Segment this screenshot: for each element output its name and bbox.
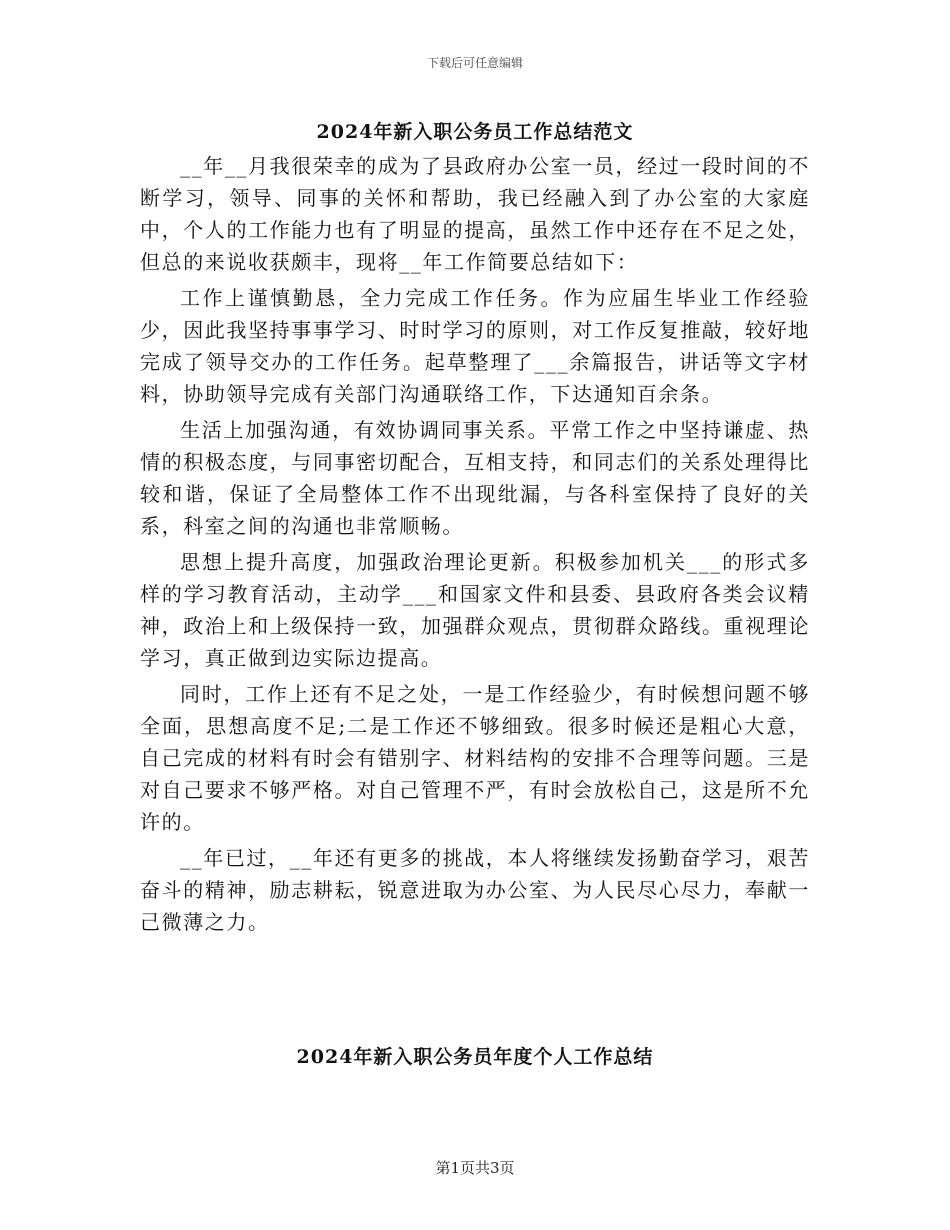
paragraph-shortcomings: 同时，工作上还有不足之处，一是工作经验少，有时候想问题不够全面，思想高度不足;二是工作还不够细致。很多时候还是粗心大意，自己完成的材料有时会有错别字、材料结构的安排不合理等问题。三是对自己要求不够严格。对自己管理不严，有时会放松自己，这是所不允许的。 bbox=[140, 682, 810, 834]
document-body bbox=[140, 150, 810, 942]
page-number-footer: 第1页共3页 bbox=[435, 1159, 515, 1177]
document-title: 2024年新入职公务员工作总结范文 bbox=[316, 121, 634, 143]
paragraph-intro: __年__月我很荣幸的成为了县政府办公室一员，经过一段时间的不断学习，领导、同事的关怀和帮助，我已经融入到了办公室的大家庭中，个人的工作能力也有了明显的提高，虽然工作中还存在不足之处，但总的来说收获颇丰，现将__年工作简要总结如下： bbox=[140, 154, 810, 274]
next-section-title: 2024年新入职公务员年度个人工作总结 bbox=[296, 1046, 654, 1068]
paragraph-work: 工作上谨慎勤恳，全力完成工作任务。作为应届生毕业工作经验少，因此我坚持事事学习、时时学习的原则，对工作反复推敲，较好地完成了领导交办的工作任务。起草整理了___余篇报告，讲话等文字材料，协助领导完成有关部门沟通联络工作，下达通知百余条。 bbox=[140, 286, 810, 406]
paragraph-outlook: __年已过，__年还有更多的挑战，本人将继续发扬勤奋学习，艰苦奋斗的精神，励志耕耘，锐意进取为办公室、为人民尽心尽力，奉献一己微薄之力。 bbox=[140, 846, 810, 934]
paragraph-life: 生活上加强沟通，有效协调同事关系。平常工作之中坚持谦虚、热情的积极态度，与同事密切配合，互相支持，和同志们的关系处理得比较和谐，保证了全局整体工作不出现纰漏，与各科室保持了良好的关系，科室之间的沟通也非常顺畅。 bbox=[140, 418, 810, 538]
page-header-note: 下载后可任意编辑 bbox=[426, 56, 523, 70]
paragraph-thought: 思想上提升高度，加强政治理论更新。积极参加机关___的形式多样的学习教育活动，主动学___和国家文件和县委、县政府各类会议精神，政治上和上级保持一致，加强群众观点，贯彻群众路线。重视理论学习，真正做到边实际边提高。 bbox=[140, 550, 810, 670]
